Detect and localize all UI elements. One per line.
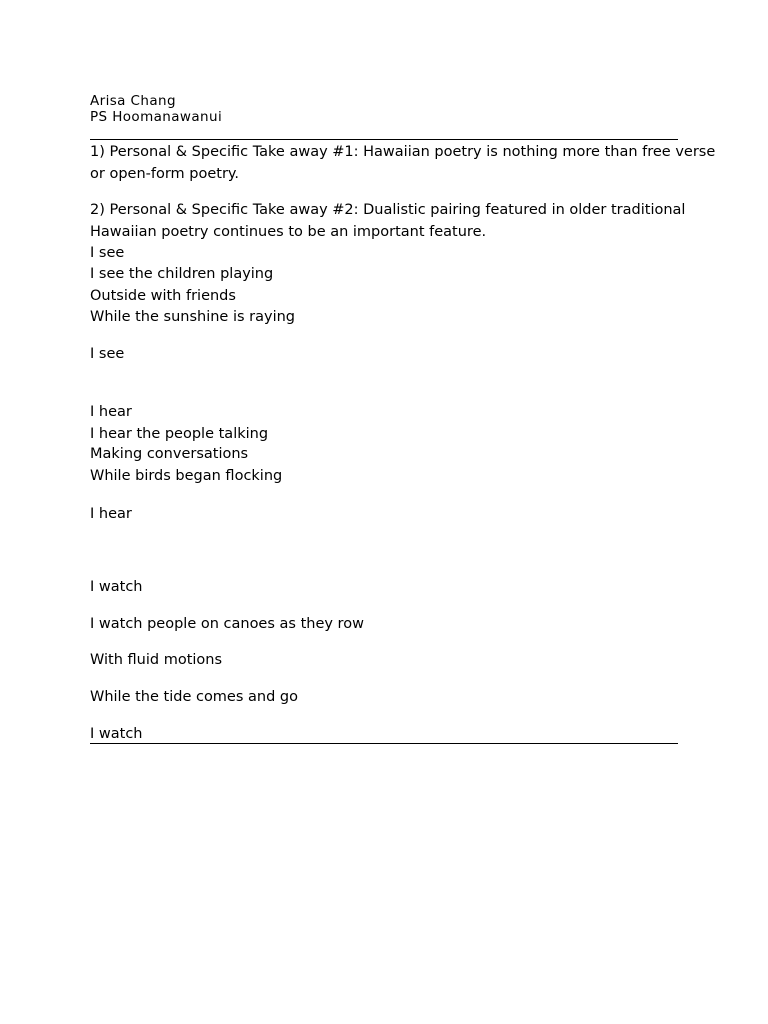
- top-divider: [90, 139, 678, 140]
- poem-line: I hear: [90, 404, 132, 420]
- poem-line: I watch: [90, 726, 143, 742]
- poem-line: I see: [90, 245, 125, 261]
- takeaway-2-line-2: Hawaiian poetry continues to be an important feature.: [90, 224, 487, 240]
- poem-line: I hear: [90, 506, 132, 522]
- bottom-divider: [90, 743, 678, 744]
- poem-line: I watch people on canoes as they row: [90, 616, 364, 632]
- takeaway-1-line-1: 1) Personal & Specific Take away #1: Hawaiian poetry is nothing more than free verse: [90, 144, 716, 160]
- poem-line: I hear the people talking: [90, 426, 269, 442]
- poem-line: I watch: [90, 579, 143, 595]
- poem-line: I see: [90, 346, 125, 362]
- takeaway-2-line-1: 2) Personal & Specific Take away #2: Dualistic pairing featured in older traditional: [90, 202, 686, 218]
- teacher-name: PS Hoomanawanui: [90, 109, 223, 125]
- poem-line: While birds began flocking: [90, 468, 283, 484]
- poem-line: While the tide comes and go: [90, 689, 298, 705]
- takeaway-1-line-2: or open-form poetry.: [90, 166, 240, 182]
- poem-line: Making conversations: [90, 446, 249, 462]
- poem-line: I see the children playing: [90, 266, 274, 282]
- author-name: Arisa Chang: [90, 93, 176, 109]
- poem-line: With fluid motions: [90, 652, 223, 668]
- poem-line: While the sunshine is raying: [90, 309, 295, 325]
- poem-line: Outside with friends: [90, 288, 236, 304]
